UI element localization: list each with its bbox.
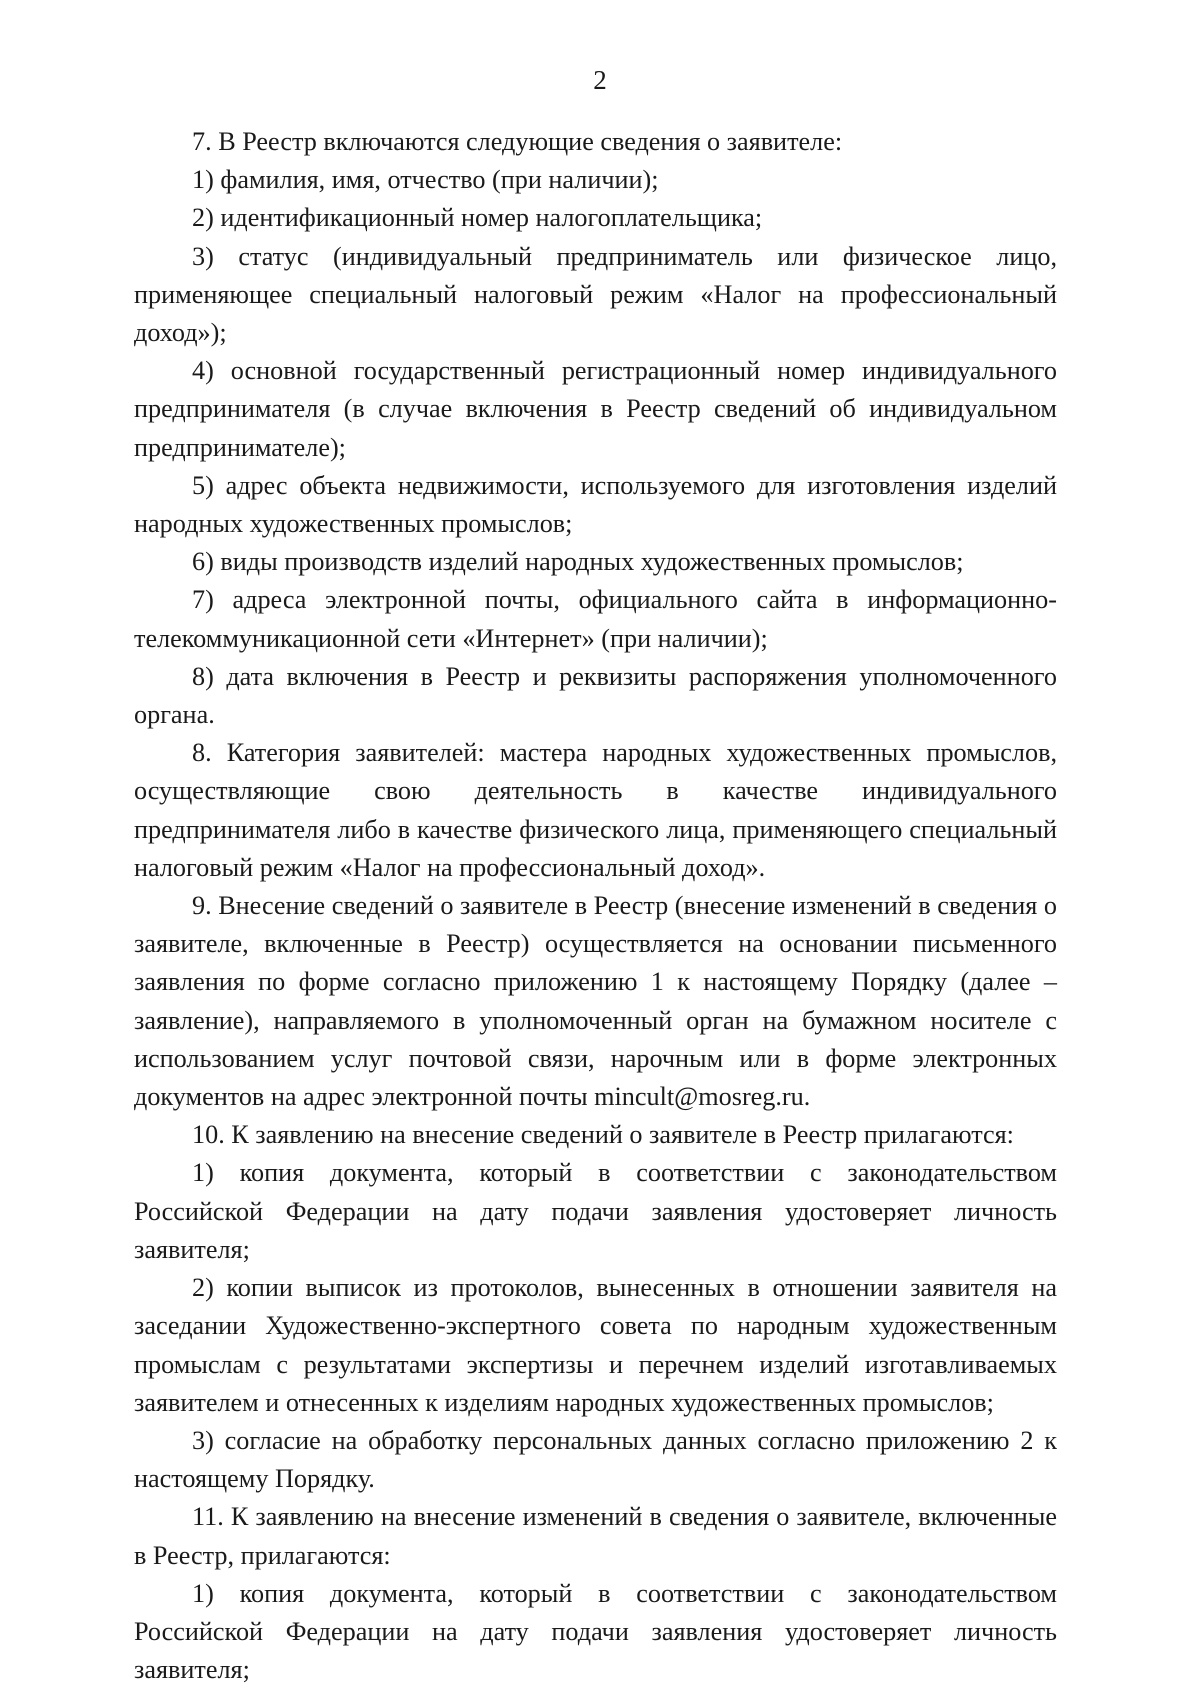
paragraph: 9. Внесение сведений о заявителе в Реестр (внесение изменений в сведения о заявителе, включенные в Реестр) осуществляется на основании письменного заявления по форме согласно приложению 1 к настоящему Порядку (далее – заявление), направляемого в уполномоченный орган на бумажном носителе с использованием услуг почтовой связи, нарочным или в форме электронных документов на адрес электронной почты mincult@mosreg.ru. (134, 891, 1057, 1112)
paragraph: 4) основной государственный регистрационный номер индивидуального предпринимателя (в случае включения в Реестр сведений об индивидуальном предпринимателе); (134, 356, 1057, 462)
page-number: 2 (593, 65, 607, 95)
paragraph: 2) копии выписок из протоколов, вынесенных в отношении заявителя на заседании Художественно-экспертного совета по народным художественным промыслам с результатами экспертизы и перечнем изделий изготавливаемых заявителем и отнесенных к изделиям народных художественных промыслов; (134, 1273, 1057, 1417)
paragraph: 1) копия документа, который в соответствии с законодательством Российской Федерации на дату подачи заявления удостоверяет личность заявителя; (134, 1158, 1057, 1264)
paragraph: 3) статус (индивидуальный предприниматель или физическое лицо, применяющее специальный налоговый режим «Налог на профессиональный доход»); (134, 241, 1057, 348)
paragraph: 7) адреса электронной почты, официального сайта в информационно-телекоммуникационной сети «Интернет» (при наличии); (134, 585, 1057, 653)
paragraph: 1) фамилия, имя, отчество (при наличии); (192, 165, 659, 195)
paragraph: 1) копия документа, который в соответствии с законодательством Российской Федерации на дату подачи заявления удостоверяет личность заявителя; (134, 1578, 1057, 1685)
paragraph: 8) дата включения в Реестр и реквизиты распоряжения уполномоченного органа. (134, 661, 1057, 730)
document-body (134, 123, 1057, 1689)
paragraph: 10. К заявлению на внесение сведений о заявителе в Реестр прилагаются: (192, 1120, 1014, 1150)
paragraph: 11. К заявлению на внесение изменений в сведения о заявителе, включенные в Реестр, прилагаются: (134, 1502, 1057, 1570)
paragraph: 5) адрес объекта недвижимости, используемого для изготовления изделий народных художественных промыслов; (134, 470, 1057, 539)
paragraph: 2) идентификационный номер налогоплательщика; (192, 203, 763, 233)
paragraph: 6) виды производств изделий народных художественных промыслов; (192, 547, 964, 577)
paragraph: 3) согласие на обработку персональных данных согласно приложению 2 к настоящему Порядку. (134, 1425, 1057, 1494)
paragraph: 7. В Реестр включаются следующие сведения о заявителе: (192, 127, 843, 156)
paragraph: 8. Категория заявителей: мастера народных художественных промыслов, осуществляющие свою деятельность в качестве индивидуального предпринимателя либо в качестве физического лица, применяющего специальный налоговый режим «Налог на профессиональный доход». (134, 738, 1057, 882)
